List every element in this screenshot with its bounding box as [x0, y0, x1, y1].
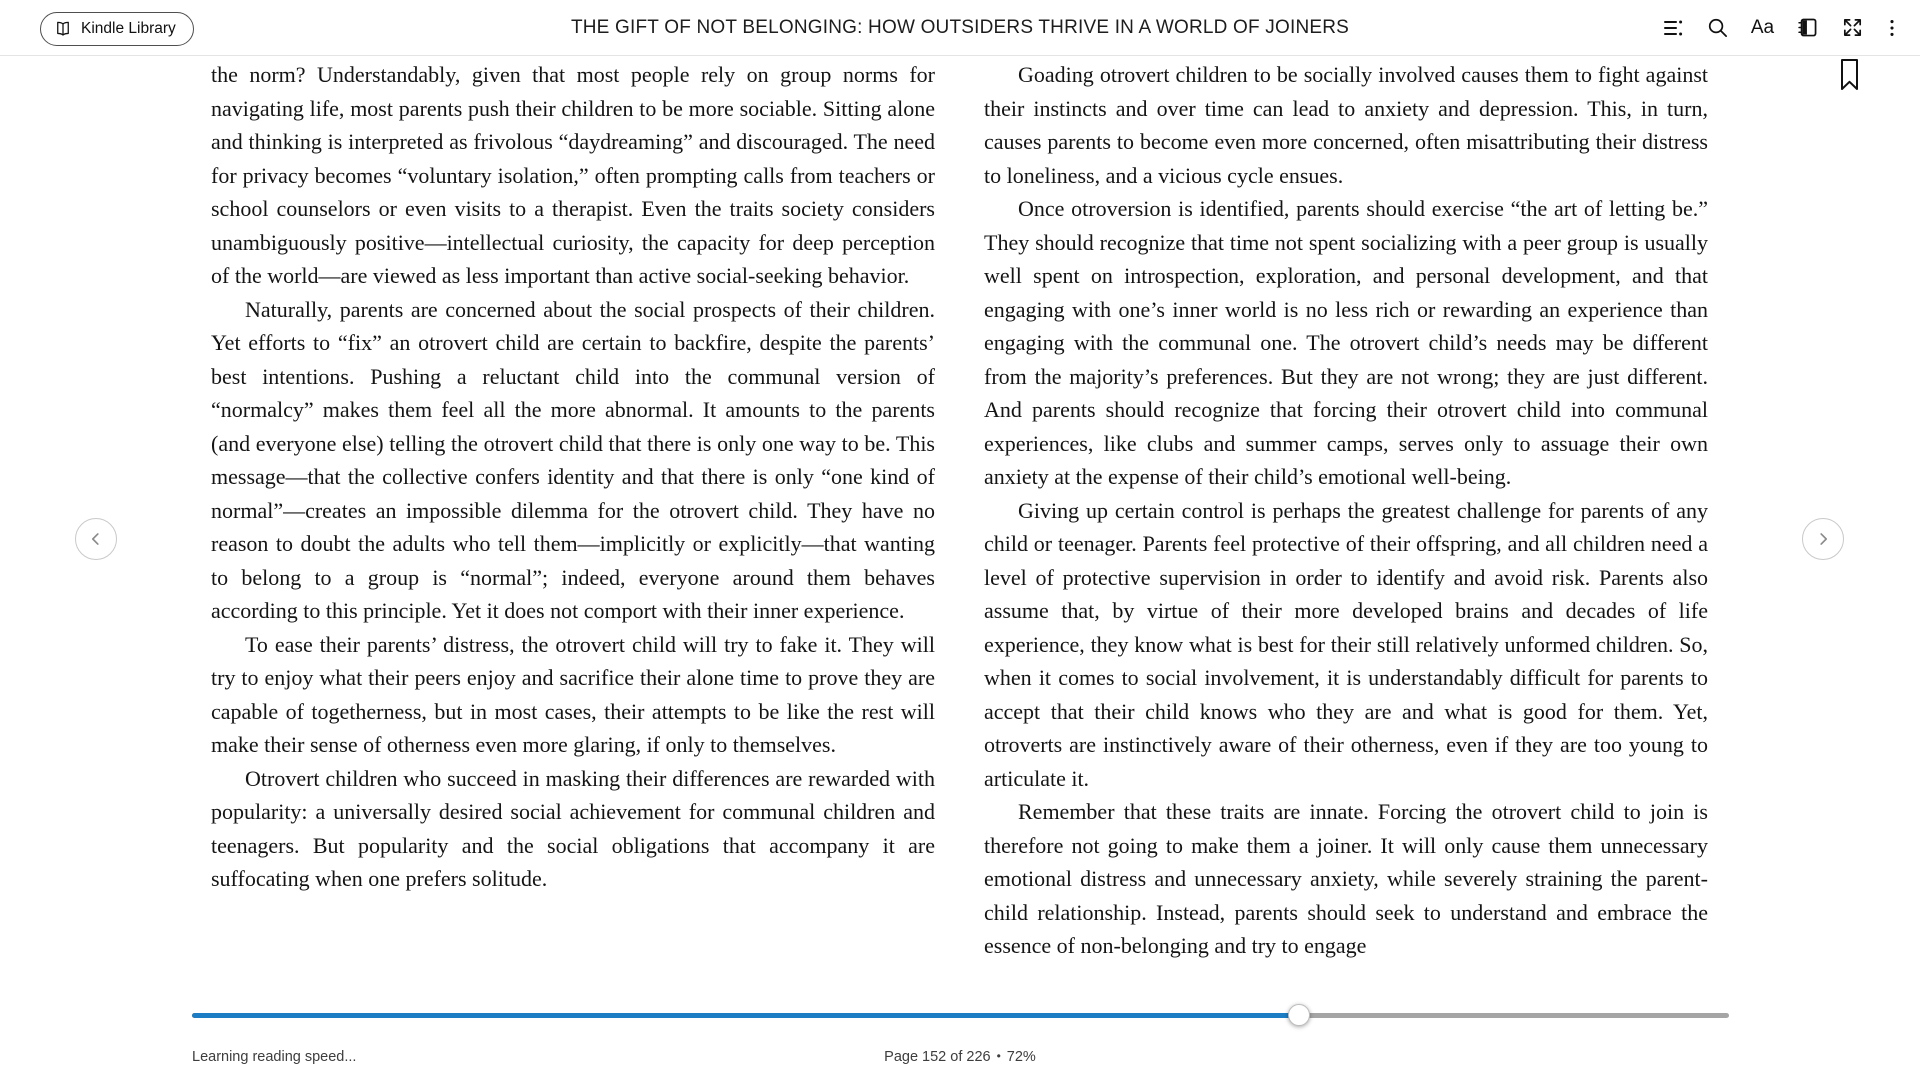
- notebook-button[interactable]: [1650, 8, 1695, 48]
- font-settings-button[interactable]: [1740, 8, 1785, 48]
- paragraph: the norm? Understandably, given that most people rely on group norms for navigating life, most parents push their children to be more sociable. Sitting alone and thinking is interpreted as frivolous “daydreaming” and discouraged. The need for privacy becomes “voluntary isolation,” often prompting calls from teachers or school counselors or even visits to a therapist. Even the traits society considers unambiguously positive—intellectual curiosity, the capacity for deep perception of the world—are viewed as less important than active social-seeking behavior.: [211, 62, 935, 288]
- progress-fill: [192, 1013, 1299, 1018]
- reading-speed-status: Learning reading speed...: [192, 1049, 357, 1065]
- paragraph: Naturally, parents are concerned about the social prospects of their children. Yet efforts to “fix” an otrovert child are certain to backfire, despite the parents’ best intentions. Pushing a reluctant child into the communal version of “normalcy” makes them feel all the more abnormal. It amounts to the parents (and everyone else) telling the otrovert child that there is only one way to be. This message—that the collective confers identity and that there is only “one kind of normal”—creates an impossible dilemma for the otrovert child. They have no reason to doubt the adults who tell them—implicitly or explicitly—that wanting to belong to a group is “normal”; indeed, everyone around them behaves according to this principle. Yet it does not comport with their inner experience.: [211, 296, 935, 623]
- paragraph: Once otroversion is identified, parents should exercise “the art of letting be.” They should recognize that time not spent socializing with a peer group is usually well spent on introspection, exploration, and personal development, and that engaging with one’s inner world is no less rich or rewarding an experience than engaging with the communal one. The otrovert child’s needs may be different from the majority’s preferences. But they are not wrong; they are just different. And parents should recognize that forcing their otrovert child into communal experiences, like clubs and summer camps, serves only to assuage their own anxiety at the expense of their child’s emotional well-being.: [984, 196, 1708, 489]
- next-page-button[interactable]: [1802, 518, 1844, 560]
- left-text-column: [211, 58, 935, 896]
- paragraph: Remember that these traits are innate. Forcing the otrovert child to join is therefore not going to make them a joiner. It will only cause them unnecessary emotional distress and unnecessary anxiety, while severely straining the parent-child relationship. Instead, parents should seek to understand and embrace the essence of non-belonging and try to engage: [984, 799, 1708, 958]
- book-title: THE GIFT OF NOT BELONGING: HOW OUTSIDERS THRIVE IN A WORLD OF JOINERS: [570, 16, 1350, 38]
- page-layout-button[interactable]: [1785, 8, 1830, 48]
- reader-toolbar: [1650, 0, 1909, 55]
- page-layout-icon: [1796, 16, 1819, 39]
- top-toolbar: [0, 0, 1920, 56]
- page-number-label: Page 152 of 226: [884, 1049, 991, 1065]
- paragraph: Otrovert children who succeed in masking their differences are rewarded with popularity: a universally desired social achievement for communal children and teenagers. But popularity and the social obligations that accompany it are suffocating when one prefers solitude.: [211, 765, 935, 891]
- search-icon: [1706, 16, 1729, 39]
- paragraph: To ease their parents’ distress, the otrovert child will try to fake it. They will try to enjoy what their peers enjoy and sacrifice their alone time to prove they are capable of togetherness, but in most cases, their attempts to be like the rest will make their sense of otherness even more glaring, if only to themselves.: [211, 631, 935, 757]
- previous-page-button[interactable]: [75, 518, 117, 560]
- search-button[interactable]: [1695, 8, 1740, 48]
- font-settings-icon: Aa: [1750, 16, 1775, 38]
- paragraph: Giving up certain control is perhaps the greatest challenge for parents of any child or teenager. Parents feel protective of their offspring, and all children need a level of protective supervision in order to identify and avoid risk. Parents also assume that, by virtue of their more developed brains and decades of life experience, they know what is best for their still relatively unformed children. So, when it comes to social involvement, it is understandably difficult for parents to accept that their child knows who they are and what is good for them. Yet, otroverts are instinctively aware of their otherness, even if they are too young to articulate it.: [984, 497, 1708, 791]
- chevron-right-icon: [1812, 528, 1834, 550]
- kindle-library-label: Kindle Library: [81, 20, 176, 37]
- bookmark-button[interactable]: [1837, 58, 1862, 91]
- fullscreen-button[interactable]: [1830, 8, 1875, 48]
- reading-progress-slider[interactable]: [192, 1013, 1729, 1018]
- progress-thumb[interactable]: [1288, 1004, 1310, 1026]
- chevron-left-icon: [85, 528, 107, 550]
- fullscreen-icon: [1841, 16, 1864, 39]
- paragraph: Goading otrovert children to be socially involved causes them to fight against their instincts and over time can lead to anxiety and depression. This, in turn, causes parents to become even more concerned, often misattributing their distress to loneliness, and a vicious cycle ensues.: [984, 62, 1708, 188]
- bookmark-icon: [1837, 58, 1862, 91]
- percent-label: 72%: [1006, 1049, 1036, 1065]
- page-info: [0, 1049, 1920, 1065]
- separator-dot: •: [996, 1049, 1001, 1063]
- right-text-column: [984, 58, 1708, 963]
- more-options-icon: [1881, 17, 1903, 39]
- more-options-button[interactable]: [1875, 8, 1909, 48]
- notebook-icon: [1661, 16, 1685, 40]
